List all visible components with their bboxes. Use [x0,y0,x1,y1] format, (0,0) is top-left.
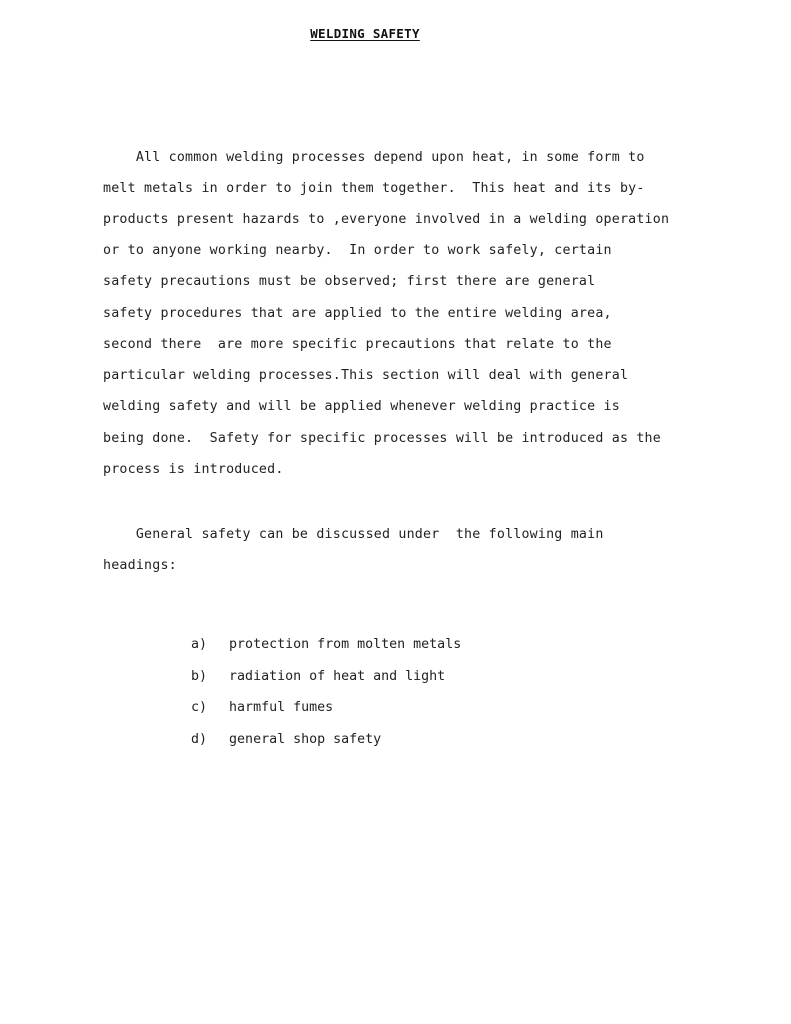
paragraph-line: process is introduced. [103,462,284,477]
paragraph-line: General safety can be discussed under the following main [103,527,604,542]
paragraph-line: products present hazards to ,everyone involved in a welding operation [103,212,670,227]
page-title: WELDING SAFETY [310,26,420,41]
list-marker: c) [191,700,208,715]
paragraph-line: being done. Safety for specific processes will be introduced as the [103,431,661,446]
list-text: protection from molten metals [229,637,462,652]
paragraph-line: safety precautions must be observed; first there are general [103,274,596,289]
paragraph-line: particular welding processes.This section will deal with general [103,368,629,383]
paragraph-line: headings: [103,558,177,573]
paragraph-line: safety procedures that are applied to the entire welding area, [103,306,612,321]
list-marker: d) [191,732,208,747]
list-text: radiation of heat and light [229,669,446,684]
paragraph-line: or to anyone working nearby. In order to work safely, certain [103,243,612,258]
list-marker: b) [191,669,208,684]
list-marker: a) [191,637,208,652]
paragraph-line: melt metals in order to join them together. This heat and its by- [103,181,645,196]
list-item [143,717,381,762]
paragraph-line: welding safety and will be applied whenever welding practice is [103,399,620,414]
paragraph-line: second there are more specific precautions that relate to the [103,337,612,352]
list-text: general shop safety [229,732,382,747]
list-text: harmful fumes [229,700,334,715]
paragraph-line: All common welding processes depend upon heat, in some form to [103,150,645,165]
